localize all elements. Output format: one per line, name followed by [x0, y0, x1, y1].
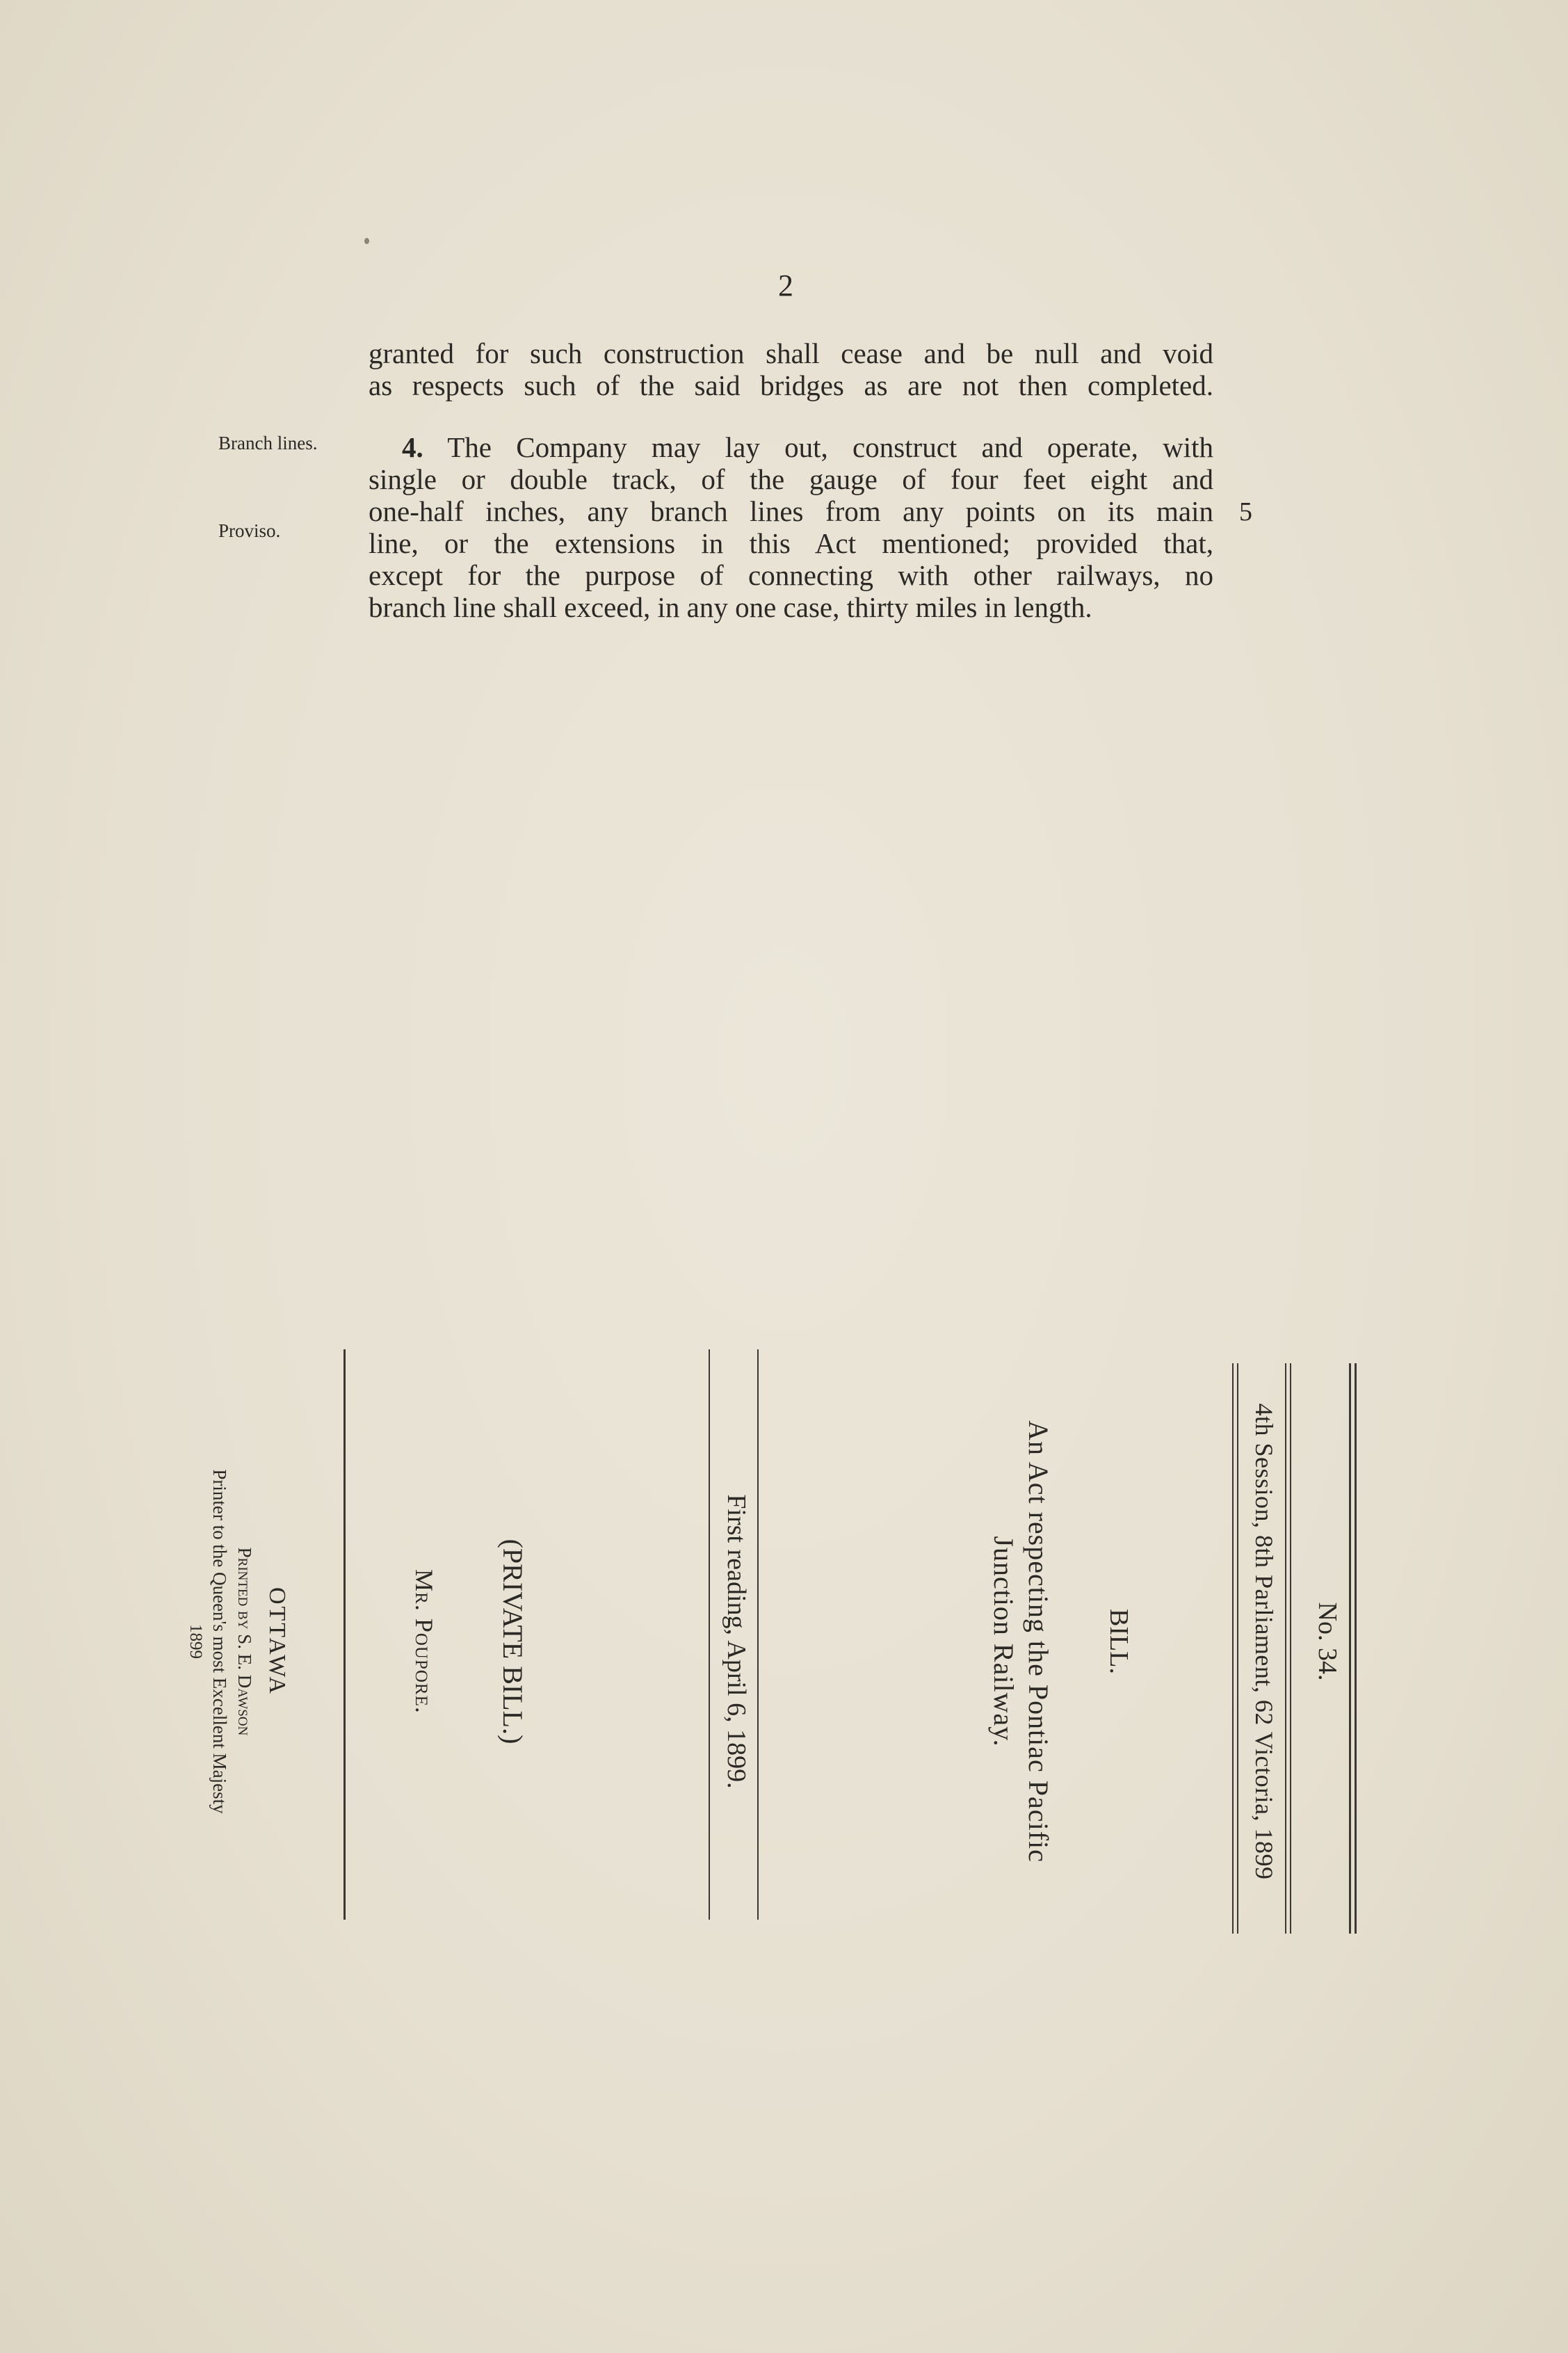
double-rule — [1285, 1363, 1286, 1934]
text-line: branch line shall exceed, in any one case, thirty miles in length. — [369, 591, 1092, 623]
page-number: 2 — [778, 268, 793, 303]
rule — [343, 1349, 346, 1920]
line-number: 5 — [1239, 497, 1252, 527]
section-number: 4. — [402, 431, 423, 463]
first-reading: First reading, April 6, 1899. — [722, 1494, 751, 1789]
printer-title: Printer to the Queen's most Excellent Majesty — [209, 1469, 230, 1814]
member-name: Mr. Poupore. — [410, 1569, 438, 1714]
session-line: 4th Session, 8th Parliament, 62 Victoria, 1899 — [1250, 1403, 1278, 1880]
text-line: as respects such of the said bridges as are not then completed. — [369, 369, 1213, 401]
bill-title-line-2: Junction Railway. — [988, 1536, 1019, 1747]
rule — [757, 1349, 759, 1920]
margin-note-proviso: Proviso. — [218, 520, 281, 541]
double-rule — [1290, 1363, 1291, 1934]
continued-paragraph — [369, 337, 1213, 401]
section-4-paragraph — [369, 431, 1213, 623]
text-line: except for the purpose of connecting with other railways, no — [369, 559, 1213, 591]
double-rule — [1349, 1363, 1351, 1934]
printed-by: Printed by S. E. Dawson — [234, 1547, 255, 1736]
private-bill-label: (PRIVATE BILL.) — [497, 1539, 528, 1744]
section-first-line: The Company may lay out, construct and operate, with — [447, 431, 1213, 463]
text-line: one-half inches, any branch lines from any points on its main — [369, 495, 1213, 527]
city: OTTAWA — [264, 1587, 290, 1696]
text-line: single or double track, of the gauge of four feet eight and — [369, 463, 1213, 495]
bill-number: No. 34. — [1313, 1602, 1342, 1681]
rule — [1232, 1363, 1234, 1934]
text-line: granted for such construction shall cease and be null and void — [369, 337, 1213, 369]
endorsement-panel — [63, 1349, 1357, 1934]
ink-speck — [364, 238, 369, 244]
bill-title-line-1: An Act respecting the Pontiac Pacific — [1023, 1420, 1054, 1863]
text-line — [369, 431, 1213, 463]
double-rule — [1355, 1363, 1357, 1934]
rule — [1237, 1363, 1238, 1934]
margin-note-branch-lines: Branch lines. — [218, 433, 318, 453]
rule — [709, 1349, 710, 1920]
print-year: 1899 — [186, 1624, 205, 1659]
text-line: line, or the extensions in this Act mentioned; provided that, — [369, 527, 1213, 559]
bill-label: BILL. — [1104, 1609, 1133, 1674]
endorsement-rotated — [63, 1349, 1357, 1934]
